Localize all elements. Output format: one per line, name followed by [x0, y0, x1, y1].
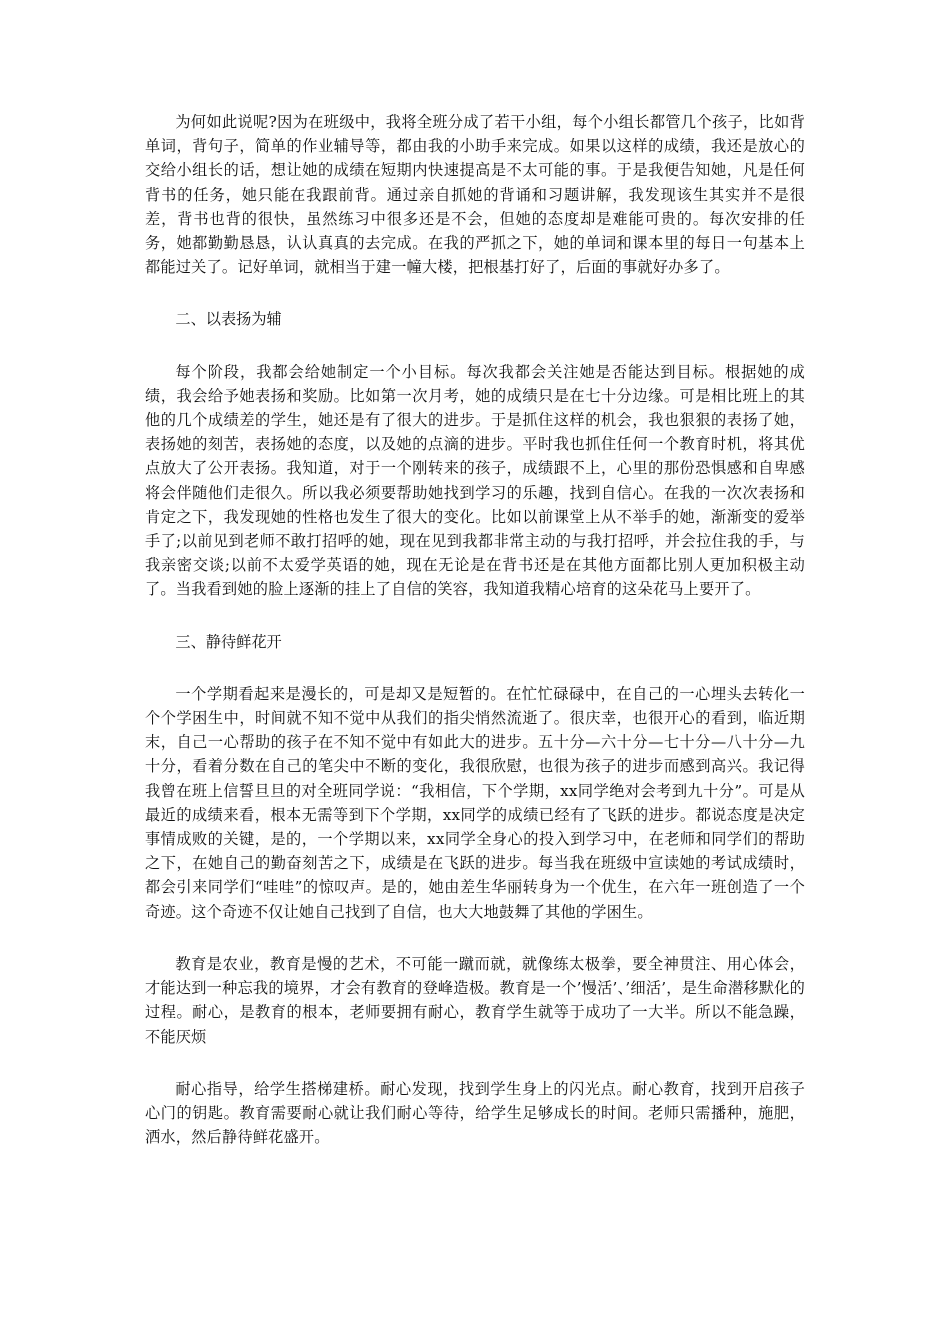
- section-heading-praise: 二、以表扬为辅: [175, 310, 282, 329]
- paragraph-bloom: 一个学期看起来是漫长的，可是却又是短暂的。在忙忙碌碌中，在自己的一心埋头去转化一个个学困生中，时间就不知不觉中从我们的指尖悄然流逝了。很庆幸，也很开心的看到，临近期末，自己一心帮助的孩子在不知不觉中有如此大的进步。五十分—六十分—七十分—八十分—九十分，看着分数在自己的笔尖中不断的变化，我很欣慰，也很为孩子的进步而感到高兴。我记得我曾在班上信誓旦旦的对全班同学说：“我相信，下个学期，xx同学绝对会考到九十分”。可是从最近的成绩来看，根本无需等到下个学期，xx同学的成绩已经有了飞跃的进步。都说态度是决定事情成败的关键，是的，一个学期以来，xx同学全身心的投入到学习中，在老师和同学们的帮助之下，在她自己的勤奋刻苦之下，成绩是在飞跃的进步。每当我在班级中宣读她的考试成绩时，都会引来同学们“哇哇”的惊叹声。是的，她由差生华丽转身为一个优生，在六年一班创造了一个奇迹。这个奇迹不仅让她自己找到了自信，也大大地鼓舞了其他的学困生。: [145, 684, 805, 921]
- paragraph-education-art: 教育是农业，教育是慢的艺术，不可能一蹴而就，就像练太极拳，要全神贯注、用心体会，才能达到一种忘我的境界，才会有教育的登峰造极。教育是一个’慢活’、’细活’，是生命潜移默化的过程。耐心，是教育的根本，老师要拥有耐心，教育学生就等于成功了一大半。所以不能急躁，不能厌烦: [145, 954, 805, 1046]
- paragraph-help-group: 为何如此说呢?因为在班级中，我将全班分成了若干小组，每个小组长都管几个孩子，比如背单词，背句子，简单的作业辅导等，都由我的小助手来完成。如果以这样的成绩，我还是放心的交给小组长的话，想让她的成绩在短期内快速提高是不太可能的事。于是我便告知她，凡是任何背书的任务，她只能在我跟前背。通过亲自抓她的背诵和习题讲解，我发现该生其实并不是很差，背书也背的很快，虽然练习中很多还是不会，但她的态度却是难能可贵的。每次安排的任务，她都勤勤恳恳，认认真真的去完成。在我的严抓之下，她的单词和课本里的每日一句基本上都能过关了。记好单词，就相当于建一幢大楼，把根基打好了，后面的事就好办多了。: [145, 113, 805, 277]
- document-page: [145, 110, 805, 1177]
- paragraph-patience: 耐心指导，给学生搭梯建桥。耐心发现，找到学生身上的闪光点。耐心教育，找到开启孩子心门的钥匙。教育需要耐心就让我们耐心等待，给学生足够成长的时间。老师只需播种，施肥，洒水，然后静待鲜花盛开。: [145, 1079, 805, 1147]
- paragraph-praise: 每个阶段，我都会给她制定一个小目标。每次我都会关注她是否能达到目标。根据她的成绩，我会给予她表扬和奖励。比如第一次月考，她的成绩只是在七十分边缘。可是相比班上的其他的几个成绩差的学生，她还是有了很大的进步。于是抓住这样的机会，我也狠狠的表扬了她，表扬她的刻苦，表扬她的态度，以及她的点滴的进步。平时我也抓住任何一个教育时机，将其优点放大了公开表扬。我知道，对于一个刚转来的孩子，成绩跟不上，心里的那份恐惧感和自卑感将会伴随他们走很久。所以我必须要帮助她找到学习的乐趣，找到自信心。在我的一次次表扬和肯定之下，我发现她的性格也发生了很大的变化。比如以前课堂上从不举手的她，渐渐变的爱举手了;以前见到老师不敢打招呼的她，现在见到我都非常主动的与我打招呼，并会拉住我的手，与我亲密交谈;以前不太爱学英语的她，现在无论是在背书还是在其他方面都比别人更加积极主动了。当我看到她的脸上逐渐的挂上了自信的笑容，我知道我精心培育的这朵花马上要开了。: [145, 362, 805, 599]
- section-heading-bloom: 三、静待鲜花开: [175, 632, 282, 651]
